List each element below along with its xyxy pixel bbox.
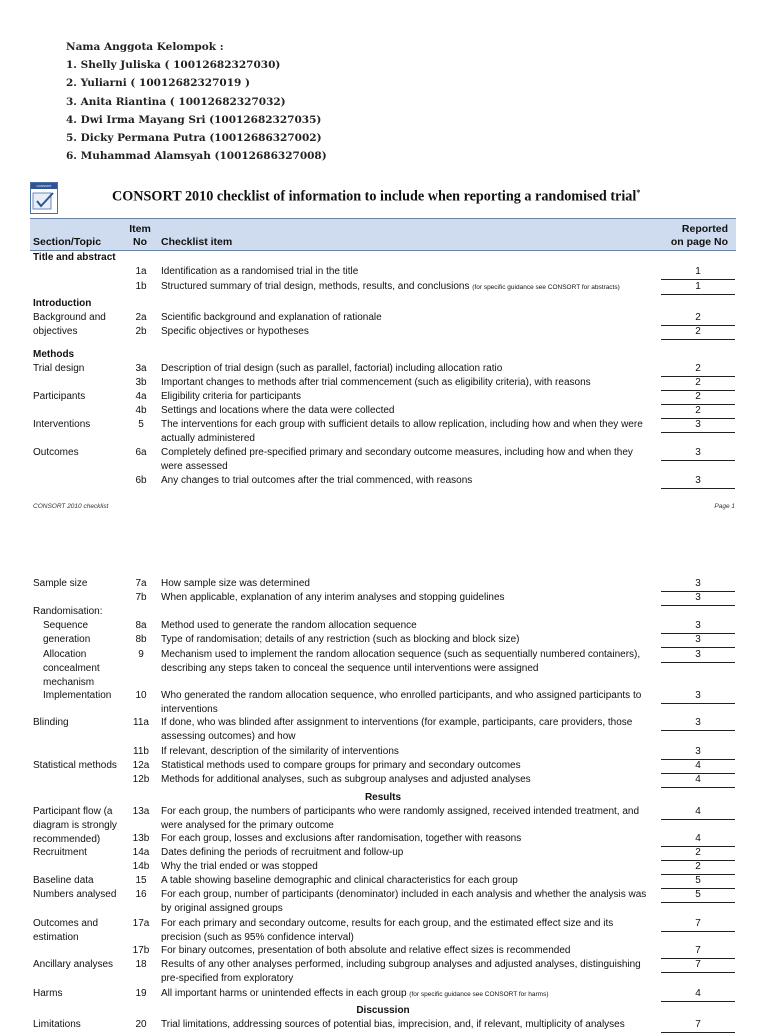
row-item-no: 16	[135, 889, 147, 900]
row-description	[161, 1018, 651, 1032]
row-item-no: 4a	[135, 391, 147, 402]
row-reported-page: 5	[661, 888, 735, 903]
row-item-no: 19	[135, 988, 147, 999]
row-section: Implementation	[43, 690, 112, 701]
row-item-no: 6a	[135, 447, 147, 458]
row-description	[161, 987, 651, 1002]
row-reported-page: 4	[661, 987, 735, 1002]
row-item-no: 3a	[135, 363, 147, 374]
row-guidance-note: (for specific guidance see CONSORT for abstracts)	[472, 284, 620, 291]
row-description	[161, 846, 651, 860]
row-description	[161, 888, 651, 916]
row-description	[161, 280, 651, 295]
row-description-text: Specific objectives or hypotheses	[161, 326, 309, 337]
row-reported-page: 7	[661, 944, 735, 959]
row-section: Blinding	[33, 717, 69, 728]
member-item: 6. Muhammad Alamsyah (10012686327008)	[66, 150, 327, 163]
row-description-text: For binary outcomes, presentation of both absolute and relative effect sizes is recommended	[161, 945, 571, 956]
row-description-text: Statistical methods used to compare groups for primary and secondary outcomes	[161, 760, 521, 771]
row-item-no: 1b	[135, 281, 147, 292]
row-description-text: Scientific background and explanation of rationale	[161, 312, 382, 323]
row-section: Participants	[33, 391, 86, 402]
row-section: Harms	[33, 988, 63, 999]
row-description	[161, 944, 651, 958]
row-item-no: 12a	[132, 760, 150, 771]
row-item-no: 17a	[132, 918, 150, 929]
row-item-no: 1a	[135, 266, 147, 277]
row-section: Recruitment	[33, 847, 87, 858]
row-description-text: Trial limitations, addressing sources of potential bias, imprecision, and, if relevant, multiplicity of analyses	[161, 1019, 625, 1030]
row-reported-page: 2	[661, 311, 735, 326]
row-description	[161, 577, 651, 591]
row-item-no: 7a	[135, 578, 147, 589]
row-item-no: 5	[138, 419, 144, 430]
row-description	[161, 648, 651, 676]
row-description	[161, 759, 651, 773]
row-item-no: 18	[135, 959, 147, 970]
section-heading-discussion: Discussion	[356, 1005, 410, 1016]
row-description	[161, 325, 651, 339]
row-reported-page: 3	[661, 446, 735, 461]
row-reported-page: 2	[661, 376, 735, 391]
checkmark-icon	[31, 189, 57, 213]
row-item-no: 20	[135, 1019, 147, 1030]
row-reported-page: 5	[661, 874, 735, 889]
row-description-text: Dates defining the periods of recruitment and follow-up	[161, 847, 404, 858]
row-item-no: 12b	[132, 774, 150, 785]
header-checklist: Checklist item	[161, 236, 233, 248]
row-description	[161, 633, 651, 647]
row-description	[161, 958, 651, 986]
row-description-text: Settings and locations where the data were collected	[161, 405, 395, 416]
consort-logo	[30, 182, 58, 214]
section-heading-results: Results	[364, 792, 402, 803]
row-description	[161, 311, 651, 325]
row-description	[161, 832, 651, 846]
row-description	[161, 446, 651, 474]
row-description-text: Who generated the random allocation sequence, who enrolled participants, and who assigned participants to interventions	[161, 690, 642, 715]
row-reported-page: 2	[661, 860, 735, 875]
row-description	[161, 265, 651, 279]
row-description	[161, 805, 651, 833]
row-reported-page: 2	[661, 362, 735, 377]
row-description-text: Eligibility criteria for participants	[161, 391, 302, 402]
row-description-text: The interventions for each group with sufficient details to allow replication, including how and when they were actually administered	[161, 419, 643, 444]
row-item-no: 14b	[132, 861, 150, 872]
row-item-no: 3b	[135, 377, 147, 388]
row-description	[161, 860, 651, 874]
member-item: 5. Dicky Permana Putra (10012686327002)	[66, 132, 322, 145]
row-section: Baseline data	[33, 875, 94, 886]
row-reported-page: 4	[661, 832, 735, 847]
row-reported-page: 7	[661, 1018, 735, 1033]
row-section: Trial design	[33, 363, 85, 374]
row-section: Limitations	[33, 1019, 81, 1030]
row-reported-page: 4	[661, 773, 735, 788]
row-section: Sequence generation	[43, 620, 91, 645]
member-item: 1. Shelly Juliska ( 10012682327030)	[66, 59, 281, 72]
row-reported-page: 3	[661, 418, 735, 433]
row-reported-page: 3	[661, 716, 735, 731]
row-description-text: For each group, number of participants (denominator) included in each analysis and whether the analysis was by original assigned groups	[161, 889, 647, 914]
row-description	[161, 917, 651, 945]
row-description-text: All important harms or unintended effects in each group	[161, 988, 407, 999]
row-section: Allocation concealment mechanism	[43, 649, 100, 688]
member-item: 4. Dwi Irma Mayang Sri (10012682327035)	[66, 113, 322, 126]
row-reported-page: 3	[661, 577, 735, 592]
header-item-line2: No	[133, 236, 147, 248]
row-description-text: For each group, the numbers of participants who were randomly assigned, received intended treatment, and were analysed for the primary outcome	[161, 806, 640, 831]
row-section: Ancillary analyses	[33, 959, 114, 970]
row-section: Statistical methods	[33, 760, 117, 771]
row-item-no: 10	[135, 690, 147, 701]
member-item: 2. Yuliarni ( 10012682327019 )	[66, 77, 250, 90]
row-description-text: Important changes to methods after trial commencement (such as eligibility criteria), with reasons	[161, 377, 591, 388]
row-description	[161, 390, 651, 404]
row-reported-page: 3	[661, 745, 735, 760]
section-heading: Introduction	[33, 298, 92, 309]
row-item-no: 6b	[135, 475, 147, 486]
row-description-text: Mechanism used to implement the random allocation sequence (such as sequentially numbered containers), describing any steps taken to conceal the sequence until interventions were assigned	[161, 649, 641, 674]
row-reported-page: 2	[661, 404, 735, 419]
row-reported-page: 7	[661, 958, 735, 973]
row-description-text: Methods for additional analyses, such as subgroup analyses and adjusted analyses	[161, 774, 531, 785]
row-item-no: 17b	[132, 945, 150, 956]
row-description-text: Structured summary of trial design, methods, results, and conclusions	[161, 281, 470, 292]
row-reported-page: 2	[661, 390, 735, 405]
row-description	[161, 619, 651, 633]
header-section: Section/Topic	[33, 236, 102, 248]
row-item-no: 7b	[135, 592, 147, 603]
row-guidance-note: (for specific guidance see CONSORT for harms)	[409, 991, 549, 998]
row-item-no: 8a	[135, 620, 147, 631]
page-title: CONSORT 2010 checklist of information to include when reporting a randomised trial*	[112, 188, 641, 205]
row-description-text: How sample size was determined	[161, 578, 310, 589]
row-reported-page: 3	[661, 648, 735, 663]
section-heading: Methods	[33, 349, 75, 360]
row-description	[161, 689, 651, 717]
footer-page: Page 1	[714, 503, 735, 510]
row-description-text: Any changes to trial outcomes after the trial commenced, with reasons	[161, 475, 473, 486]
group-members	[66, 38, 327, 165]
footer-left: CONSORT 2010 checklist	[33, 503, 109, 510]
title-footnote-mark: *	[636, 188, 641, 197]
row-description-text: For each group, losses and exclusions after randomisation, together with reasons	[161, 833, 522, 844]
header-reported-line1: Reported	[681, 223, 728, 235]
row-item-no: 2b	[135, 326, 147, 337]
row-reported-page: 2	[661, 846, 735, 861]
row-section: Randomisation:	[33, 606, 103, 617]
row-section: Participant flow (a diagram is strongly recommended)	[33, 806, 117, 845]
row-item-no: 2a	[135, 312, 147, 323]
row-reported-page: 2	[661, 325, 735, 340]
section-heading: Title and abstract	[33, 252, 116, 263]
row-description	[161, 716, 651, 744]
row-reported-page: 3	[661, 474, 735, 489]
row-item-no: 13a	[132, 806, 150, 817]
row-description-text: Type of randomisation; details of any restriction (such as blocking and block size)	[161, 634, 520, 645]
row-reported-page: 1	[661, 280, 735, 295]
row-section: Outcomes and estimation	[33, 918, 99, 943]
row-item-no: 11b	[133, 746, 149, 757]
header-item-line1: Item	[129, 223, 151, 235]
row-reported-page: 3	[661, 633, 735, 648]
row-item-no: 8b	[135, 634, 147, 645]
row-description	[161, 745, 651, 759]
row-description	[161, 376, 651, 390]
row-description-text: When applicable, explanation of any interim analyses and stopping guidelines	[161, 592, 505, 603]
row-item-no: 14a	[132, 847, 150, 858]
row-section: Interventions	[33, 419, 91, 430]
row-item-no: 15	[135, 875, 147, 886]
row-description	[161, 418, 651, 446]
row-description-text: Identification as a randomised trial in the title	[161, 266, 359, 277]
row-description-text: If done, who was blinded after assignment to interventions (for example, participants, care providers, those assessing outcomes) and how	[161, 717, 633, 742]
row-description-text: Description of trial design (such as parallel, factorial) including allocation ratio	[161, 363, 503, 374]
table-header	[30, 218, 736, 251]
row-item-no: 11a	[133, 717, 149, 728]
header-reported-line2: on page No	[670, 236, 728, 248]
row-description	[161, 362, 651, 376]
member-item: 3. Anita Riantina ( 10012682327032)	[66, 95, 286, 108]
members-heading: Nama Anggota Kelompok :	[66, 41, 224, 53]
row-description-text: Results of any other analyses performed, including subgroup analyses and adjusted analyses, distinguishing pre-specified from exploratory	[161, 959, 641, 984]
row-description-text: If relevant, description of the similarity of interventions	[161, 746, 399, 757]
row-item-no: 13b	[132, 833, 150, 844]
row-reported-page: 7	[661, 917, 735, 932]
row-description-text: For each primary and secondary outcome, results for each group, and the estimated effect size and its precision (such as 95% confidence interval)	[161, 918, 614, 943]
row-description-text: Completely defined pre-specified primary and secondary outcome measures, including how and when they were assessed	[161, 447, 633, 472]
row-reported-page: 3	[661, 619, 735, 634]
row-reported-page: 1	[661, 265, 735, 280]
row-description-text: Method used to generate the random allocation sequence	[161, 620, 417, 631]
row-section: Outcomes	[33, 447, 79, 458]
row-description	[161, 591, 651, 605]
row-section: Numbers analysed	[33, 889, 117, 900]
row-description	[161, 773, 651, 787]
row-item-no: 4b	[135, 405, 147, 416]
row-item-no: 9	[138, 649, 144, 660]
row-description	[161, 474, 651, 488]
row-description	[161, 404, 651, 418]
row-section: Background and objectives	[33, 312, 106, 337]
row-reported-page: 4	[661, 805, 735, 820]
row-description	[161, 874, 651, 888]
row-reported-page: 3	[661, 591, 735, 606]
row-description-text: A table showing baseline demographic and clinical characteristics for each group	[161, 875, 518, 886]
row-description-text: Why the trial ended or was stopped	[161, 861, 318, 872]
row-reported-page: 3	[661, 689, 735, 704]
row-reported-page: 4	[661, 759, 735, 774]
logo-text: CONSORT	[31, 183, 57, 189]
row-section: Sample size	[33, 578, 88, 589]
